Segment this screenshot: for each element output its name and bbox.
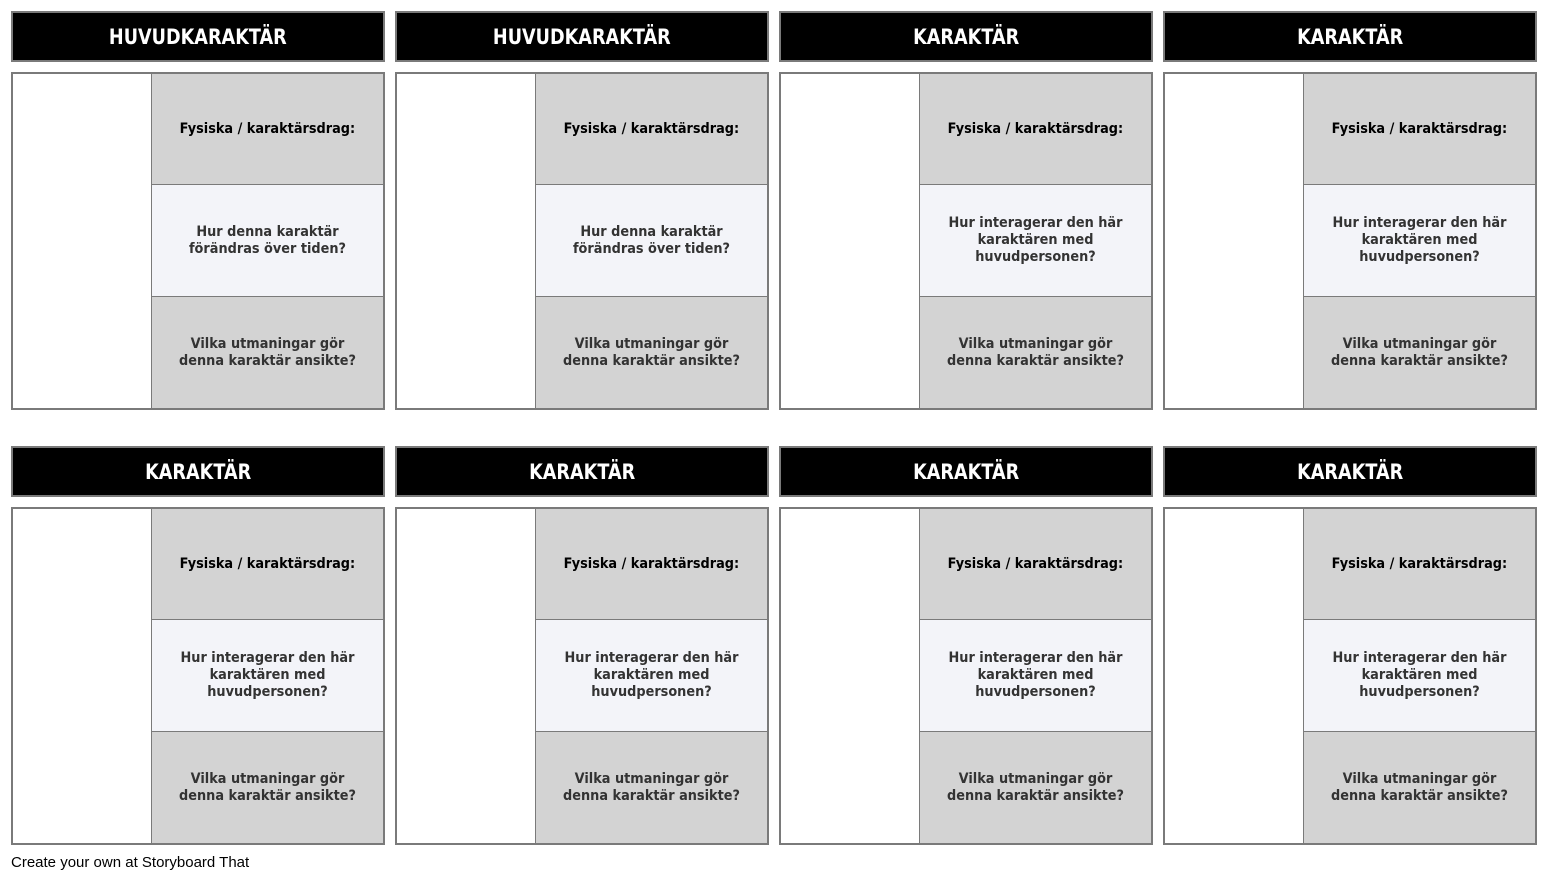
interaction-label: Hur interagerar den här karaktären med huvudpersonen? [948,215,1123,265]
card-title: KARAKTÄR [1296,459,1404,484]
card-title: KARAKTÄR [912,24,1020,49]
card-title-bar [779,11,1153,62]
traits-label: Fysiska / karaktärsdrag: [563,120,740,137]
card-title-bar [779,446,1153,497]
challenges-label: Vilka utmaningar gör denna karaktär ansikte? [1331,770,1508,804]
challenges-cell [920,732,1151,843]
traits-label: Fysiska / karaktärsdrag: [563,555,740,572]
card-body [779,72,1153,410]
portrait-area [781,509,920,843]
traits-cell [1304,509,1535,620]
interaction-label: Hur interagerar den här karaktären med huvudpersonen? [948,650,1123,700]
traits-cell [536,509,767,620]
portrait-area [13,509,152,843]
challenges-cell [1304,297,1535,408]
interaction-cell [920,185,1151,297]
challenges-label: Vilka utmaningar gör denna karaktär ansikte? [179,335,356,369]
traits-label: Fysiska / karaktärsdrag: [1331,120,1508,137]
challenges-cell [536,732,767,843]
card-body [779,507,1153,845]
challenges-cell [536,297,767,408]
challenges-cell [920,297,1151,408]
portrait-area [1165,509,1304,843]
traits-label: Fysiska / karaktärsdrag: [947,120,1124,137]
interaction-cell [1304,620,1535,732]
interaction-cell [152,620,383,732]
card-title: HUVUDKARAKTÄR [109,24,287,49]
card-title: KARAKTÄR [144,459,252,484]
change-cell [536,185,767,297]
challenges-label: Vilka utmaningar gör denna karaktär ansikte? [563,335,740,369]
footer-credit[interactable]: Create your own at Storyboard That [11,854,250,871]
portrait-area [13,74,152,408]
card-title: KARAKTÄR [1296,24,1404,49]
interaction-label: Hur interagerar den här karaktären med huvudpersonen? [564,650,739,700]
change-label: Hur denna karaktär förändras över tiden? [188,223,347,257]
change-cell [152,185,383,297]
challenges-cell [152,297,383,408]
change-label: Hur denna karaktär förändras över tiden? [572,223,731,257]
traits-cell [920,509,1151,620]
card-title-bar [1163,11,1537,62]
portrait-area [397,509,536,843]
card-title: KARAKTÄR [528,459,636,484]
card-title-bar [395,446,769,497]
traits-cell [152,509,383,620]
card-title: KARAKTÄR [912,459,1020,484]
card-body [395,507,769,845]
challenges-label: Vilka utmaningar gör denna karaktär ansikte? [947,335,1124,369]
traits-cell [536,74,767,185]
traits-cell [152,74,383,185]
card-body [1163,507,1537,845]
challenges-label: Vilka utmaningar gör denna karaktär ansikte? [563,770,740,804]
card-title-bar [11,446,385,497]
challenges-label: Vilka utmaningar gör denna karaktär ansikte? [1331,335,1508,369]
traits-label: Fysiska / karaktärsdrag: [179,120,356,137]
card-body [395,72,769,410]
portrait-area [397,74,536,408]
portrait-area [1165,74,1304,408]
card-body [11,72,385,410]
traits-label: Fysiska / karaktärsdrag: [947,555,1124,572]
card-title-bar [395,11,769,62]
challenges-cell [152,732,383,843]
challenges-cell [1304,732,1535,843]
traits-cell [1304,74,1535,185]
interaction-label: Hur interagerar den här karaktären med huvudpersonen? [180,650,355,700]
card-title-bar [11,11,385,62]
interaction-label: Hur interagerar den här karaktären med huvudpersonen? [1332,215,1507,265]
interaction-cell [1304,185,1535,297]
challenges-label: Vilka utmaningar gör denna karaktär ansikte? [179,770,356,804]
traits-label: Fysiska / karaktärsdrag: [179,555,356,572]
challenges-label: Vilka utmaningar gör denna karaktär ansikte? [947,770,1124,804]
card-title: HUVUDKARAKTÄR [493,24,671,49]
interaction-label: Hur interagerar den här karaktären med huvudpersonen? [1332,650,1507,700]
portrait-area [781,74,920,408]
card-body [11,507,385,845]
interaction-cell [536,620,767,732]
interaction-cell [920,620,1151,732]
traits-cell [920,74,1151,185]
traits-label: Fysiska / karaktärsdrag: [1331,555,1508,572]
card-body [1163,72,1537,410]
card-title-bar [1163,446,1537,497]
